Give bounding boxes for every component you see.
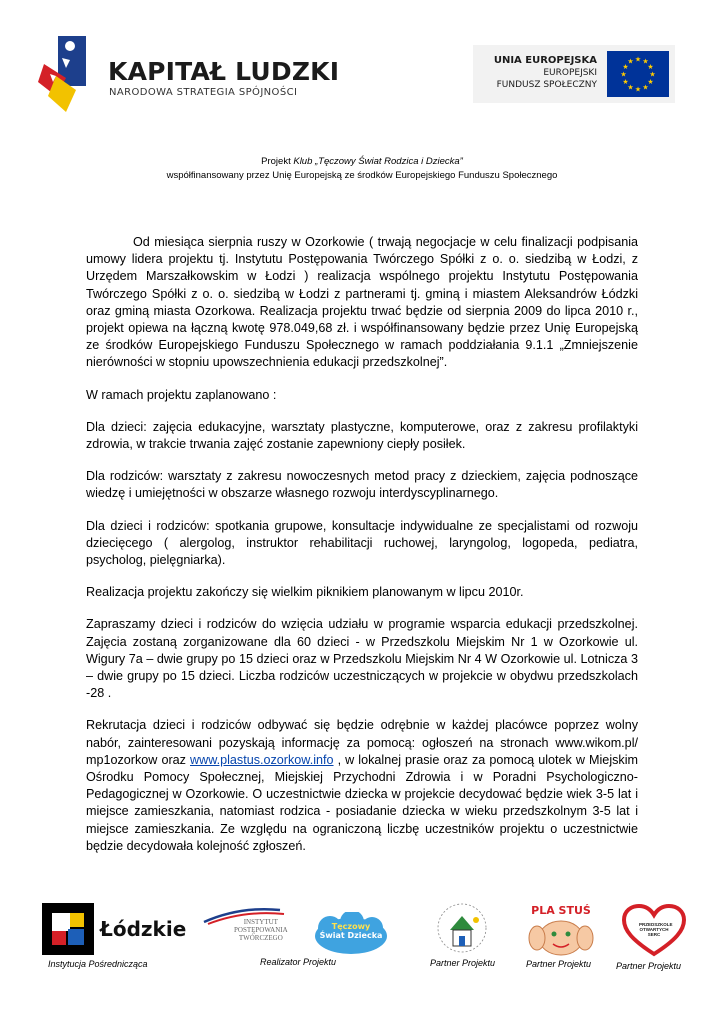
project-cofinancing: współfinansowany przez Unię Europejską ze środków Europejskiego Funduszu Społecznego [166, 170, 558, 181]
ipt-name [234, 918, 288, 942]
ipt-logo [200, 906, 304, 952]
house-icon [436, 900, 488, 956]
project-prefix: Projekt [261, 156, 294, 167]
kapital-ludzki-emblem-icon [36, 34, 106, 124]
svg-text:★: ★ [642, 83, 649, 92]
paragraph-children-parents: Dla dzieci i rodziców: spotkania grupowe, konsultacje indywidualne ze specjalistami od rozwoju dziecięcego ( alergolog, instruktor rehabilitacji ruchowej, laryngolog, logopeda, pediatra, psycholog, pielęgniarka). [86, 518, 638, 568]
svg-text:★: ★ [627, 83, 634, 92]
svg-text:★: ★ [627, 57, 634, 66]
ipt-line-2: POSTĘPOWANIA [234, 926, 288, 934]
heart-kindergarten-logo [622, 904, 686, 958]
kapital-ludzki-logo [36, 34, 340, 124]
paragraph-picnic: Realizacja projektu zakończy się wielkim piknikiem planowanym w lipcu 2010r. [86, 585, 524, 600]
paragraph-invitation: Zapraszamy dzieci i rodziców do wzięcia udziału w programie wsparcia edukacji przedszkolnej. Zajęcia zostaną zorganizowane dla 60 dzieci - w Przedszkolu Miejskim Nr 1 w Ozorkowie ul. Wigury 7a – dwie grupy po 15 dzieci oraz w Przedszkolu Miejskim Nr 4 W Ozorkowie ul. Lotnicza 3 – dwie grupy po 15 dzieci. Liczba rodziców uczestniczących w projekcie w obydwu przedszkolach -28 . [86, 617, 638, 701]
lodzkie-name: Łódzkie [100, 917, 187, 941]
eu-logo [473, 45, 675, 103]
eu-flag-icon [607, 51, 669, 97]
eu-line-2: EUROPEJSKI [543, 68, 597, 78]
plastus-name-text: PLA STUŚ [531, 904, 591, 917]
plastus-link[interactable]: www.plastus.ozorkow.info [190, 752, 334, 767]
plastus-logo [523, 904, 599, 956]
plastus-face-icon [523, 916, 599, 956]
svg-text:★: ★ [642, 57, 649, 66]
paragraph-planned: W ramach projektu zaplanowano : [86, 387, 277, 402]
eu-line-3: FUNDUSZ SPOŁECZNY [496, 80, 597, 90]
teczowy-swiat-text [316, 922, 386, 940]
document-body [86, 234, 638, 870]
project-name: Klub „Tęczowy Świat Rodzica i Dziecka” [293, 156, 463, 167]
svg-text:★: ★ [634, 85, 642, 94]
kapital-ludzki-title: KAPITAŁ LUDZKI [108, 57, 340, 86]
kapital-ludzki-subtitle: NARODOWA STRATEGIA SPÓJNOŚCI [109, 87, 298, 98]
realizator-caption: Realizator Projektu [260, 957, 337, 967]
teczowy-line-1: Tęczowy [331, 922, 371, 931]
paragraph-intro: Od miesiąca sierpnia ruszy w Ozorkowie ( trwają negocjacje w celu finalizacji podpisania umowy lidera projektu tj. Instytutu Postępowania Twórczego Spółki z o. o. siedzibą w Łodzi, z Urzędem Marszałkowskim w Łodzi ) realizacja wspólnego projektu Instytutu Postępowania Twórczego Spółki z o. o. siedzibą w Łodzi z partnerami tj. gminą i miastem Aleksandrów Łódzki oraz gminą miasta Ozorkowa. Realizacja projektu trwać będzie od sierpnia 2009 do lipca 2010 r., projekt opiewa na łączną kwotę 978.049,68 zł. i współfinansowany będzie przez Unię Europejską ze środków Europejskiego Funduszu Społecznego w ramach poddziałania 9.1.1 „Zmniejszenie nierówności w stopniu upowszechnienia edukacji przedszkolnej”. [86, 235, 638, 370]
svg-text:★: ★ [634, 55, 642, 64]
teczowy-line-2: Świat Dziecka [319, 931, 383, 940]
svg-text:★: ★ [620, 70, 627, 79]
partner-1-caption: Partner Projektu [430, 958, 496, 968]
svg-text:★: ★ [622, 78, 629, 86]
eu-logo-text [494, 54, 597, 91]
svg-text:★: ★ [647, 63, 654, 71]
lodzkie-caption: Instytucja Pośrednicząca [48, 959, 148, 969]
svg-text:★: ★ [647, 78, 654, 86]
teczowy-swiat-logo [312, 912, 390, 956]
paragraph-recruitment [86, 717, 638, 855]
svg-text:★: ★ [622, 63, 629, 71]
heart-logo-text: PRZEDSZKOLE OTWARTYCH SERC [639, 922, 673, 937]
project-title [0, 156, 724, 167]
partner-kindergarten-logo [436, 900, 488, 956]
partner-3-caption: Partner Projektu [616, 961, 682, 971]
lodzkie-logo [42, 903, 187, 955]
svg-text:★: ★ [649, 70, 656, 79]
ipt-line-3: TWÓRCZEGO [238, 934, 283, 942]
eu-line-1: UNIA EUROPEJSKA [493, 55, 597, 66]
recruitment-text-a: Rekrutacja dzieci i rodziców odbywać się będzie odrębnie w każdej placówce poprzez wolny nabór, zainteresowani pozyskają informację za pomocą: ogłoszeń na stronach www.wikom.pl/ mp1ozorkow oraz [86, 718, 638, 767]
recruitment-text-b: , w lokalnej prasie oraz za pomocą ulotek w Miejskim Ośrodku Pomocy Społecznej, Miejskiej Przychodni Zdrowia i w Poradni Psychologiczno-Pedagogicznej w Ozorkowie. O uczestnictwie dziecka w projekcie decydować będzie wiek 3-5 lat i miejsce zamieszkania, natomiast rodzica - posiadanie dziecka w wieku przedszkolnym 3-5 lat i miejsce zamieszkania. Ze względu na ograniczoną liczbę uczestników projektu o uczestnictwie będzie decydowała kolejność zgłoszeń. [86, 752, 638, 853]
paragraph-children: Dla dzieci: zajęcia edukacyjne, warsztaty plastyczne, komputerowe, oraz z zakresu profilaktyki zdrowia, w trakcie trwania zajęć zostanie zapewniony ciepły posiłek. [86, 419, 638, 452]
partner-2-caption: Partner Projektu [526, 959, 592, 969]
lodzkie-emblem-icon [42, 903, 94, 955]
paragraph-parents: Dla rodziców: warsztaty z zakresu nowoczesnych metod pracy z dzieckiem, zajęcia podnoszące wiedzę i umiejętności w obszarze własnego rozwoju interdyscyplinarnego. [86, 469, 638, 501]
ipt-line-1: INSTYTUT [243, 918, 278, 926]
